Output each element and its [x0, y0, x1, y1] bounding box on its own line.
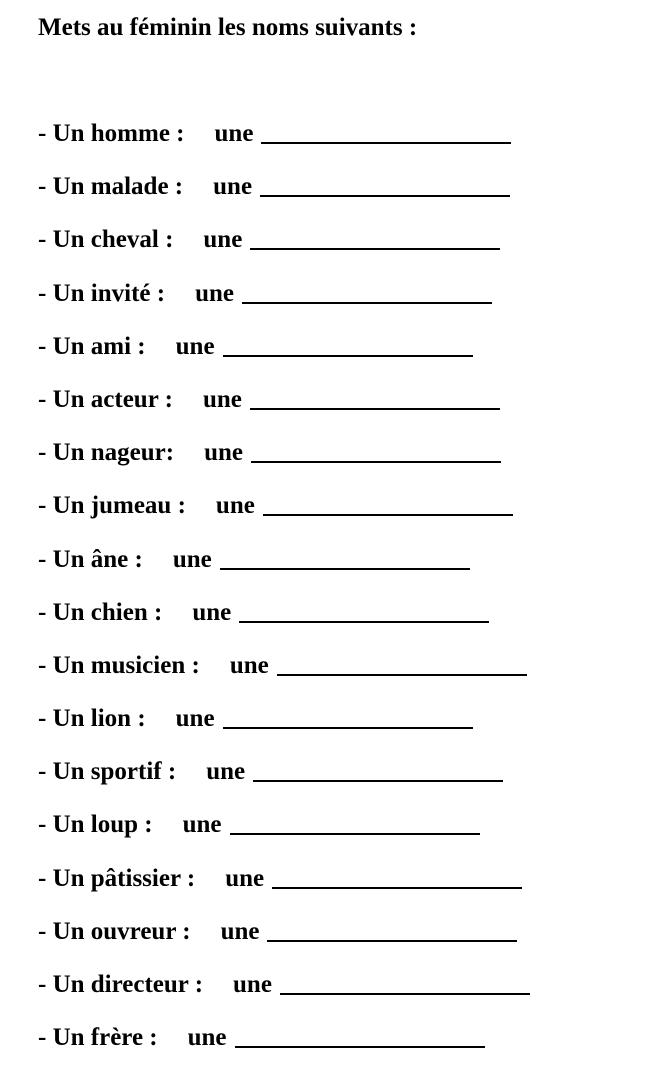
- answer-blank[interactable]: [251, 437, 501, 463]
- noun-prompt: - Un frère :: [38, 1024, 158, 1052]
- article-label: une: [204, 439, 244, 467]
- article-label: une: [175, 332, 215, 360]
- answer-blank[interactable]: [250, 384, 500, 410]
- article-label: une: [213, 173, 253, 201]
- answer-blank[interactable]: [242, 278, 492, 304]
- exercise-row: [38, 969, 638, 1022]
- exercise-row: [38, 331, 638, 384]
- exercise-row: [38, 118, 638, 171]
- exercise-row: [38, 171, 638, 224]
- noun-prompt: - Un pâtissier :: [38, 864, 196, 892]
- article-label: une: [192, 598, 232, 626]
- noun-prompt: - Un lion :: [38, 705, 146, 733]
- noun-prompt: - Un chien :: [38, 598, 163, 626]
- answer-blank[interactable]: [239, 597, 489, 623]
- exercise-row: [38, 916, 638, 969]
- noun-prompt: - Un ami :: [38, 332, 146, 360]
- exercise-list: [38, 118, 638, 1075]
- article-label: une: [175, 705, 215, 733]
- noun-prompt: - Un sportif :: [38, 758, 177, 786]
- noun-prompt: - Un malade :: [38, 173, 184, 201]
- noun-prompt: - Un acteur :: [38, 385, 173, 413]
- article-label: une: [214, 120, 254, 147]
- exercise-row: [38, 863, 638, 916]
- answer-blank[interactable]: [261, 118, 511, 144]
- exercise-row: [38, 437, 638, 490]
- exercise-row: [38, 490, 638, 543]
- article-label: une: [182, 811, 222, 839]
- answer-blank[interactable]: [253, 756, 503, 782]
- exercise-row: [38, 224, 638, 277]
- exercise-row: [38, 544, 638, 597]
- article-label: une: [203, 226, 243, 254]
- answer-blank[interactable]: [223, 331, 473, 357]
- noun-prompt: - Un ouvreur :: [38, 917, 191, 945]
- article-label: une: [225, 864, 265, 892]
- exercise-row: [38, 809, 638, 862]
- answer-blank[interactable]: [277, 650, 527, 676]
- answer-blank[interactable]: [235, 1022, 485, 1048]
- exercise-row: [38, 278, 638, 331]
- noun-prompt: - Un nageur:: [38, 439, 175, 467]
- noun-prompt: - Un jumeau :: [38, 492, 186, 520]
- article-label: une: [195, 279, 234, 307]
- exercise-row: [38, 384, 638, 437]
- answer-blank[interactable]: [250, 224, 500, 250]
- exercise-row: [38, 1022, 638, 1075]
- exercise-row: [38, 756, 638, 809]
- article-label: une: [187, 1024, 227, 1052]
- exercise-row: [38, 650, 638, 703]
- noun-prompt: - Un âne :: [38, 545, 143, 573]
- article-label: une: [206, 758, 246, 786]
- article-label: une: [215, 492, 255, 520]
- article-label: une: [229, 651, 269, 679]
- answer-blank[interactable]: [280, 969, 530, 995]
- article-label: une: [172, 545, 212, 573]
- noun-prompt: - Un cheval :: [38, 226, 174, 254]
- noun-prompt: - Un homme :: [38, 120, 185, 147]
- noun-prompt: - Un musicien :: [38, 651, 200, 679]
- article-label: une: [233, 971, 272, 998]
- answer-blank[interactable]: [272, 863, 522, 889]
- worksheet-title: Mets au féminin les noms suivants :: [38, 14, 418, 41]
- answer-blank[interactable]: [263, 490, 513, 516]
- answer-blank[interactable]: [230, 809, 480, 835]
- exercise-row: [38, 703, 638, 756]
- answer-blank[interactable]: [260, 171, 510, 197]
- answer-blank[interactable]: [220, 544, 470, 570]
- noun-prompt: - Un loup :: [38, 811, 153, 839]
- exercise-row: [38, 597, 638, 650]
- noun-prompt: - Un invité :: [38, 279, 166, 307]
- answer-blank[interactable]: [223, 703, 473, 729]
- answer-blank[interactable]: [267, 916, 517, 942]
- noun-prompt: - Un directeur :: [38, 971, 204, 998]
- article-label: une: [220, 917, 260, 945]
- article-label: une: [202, 385, 242, 413]
